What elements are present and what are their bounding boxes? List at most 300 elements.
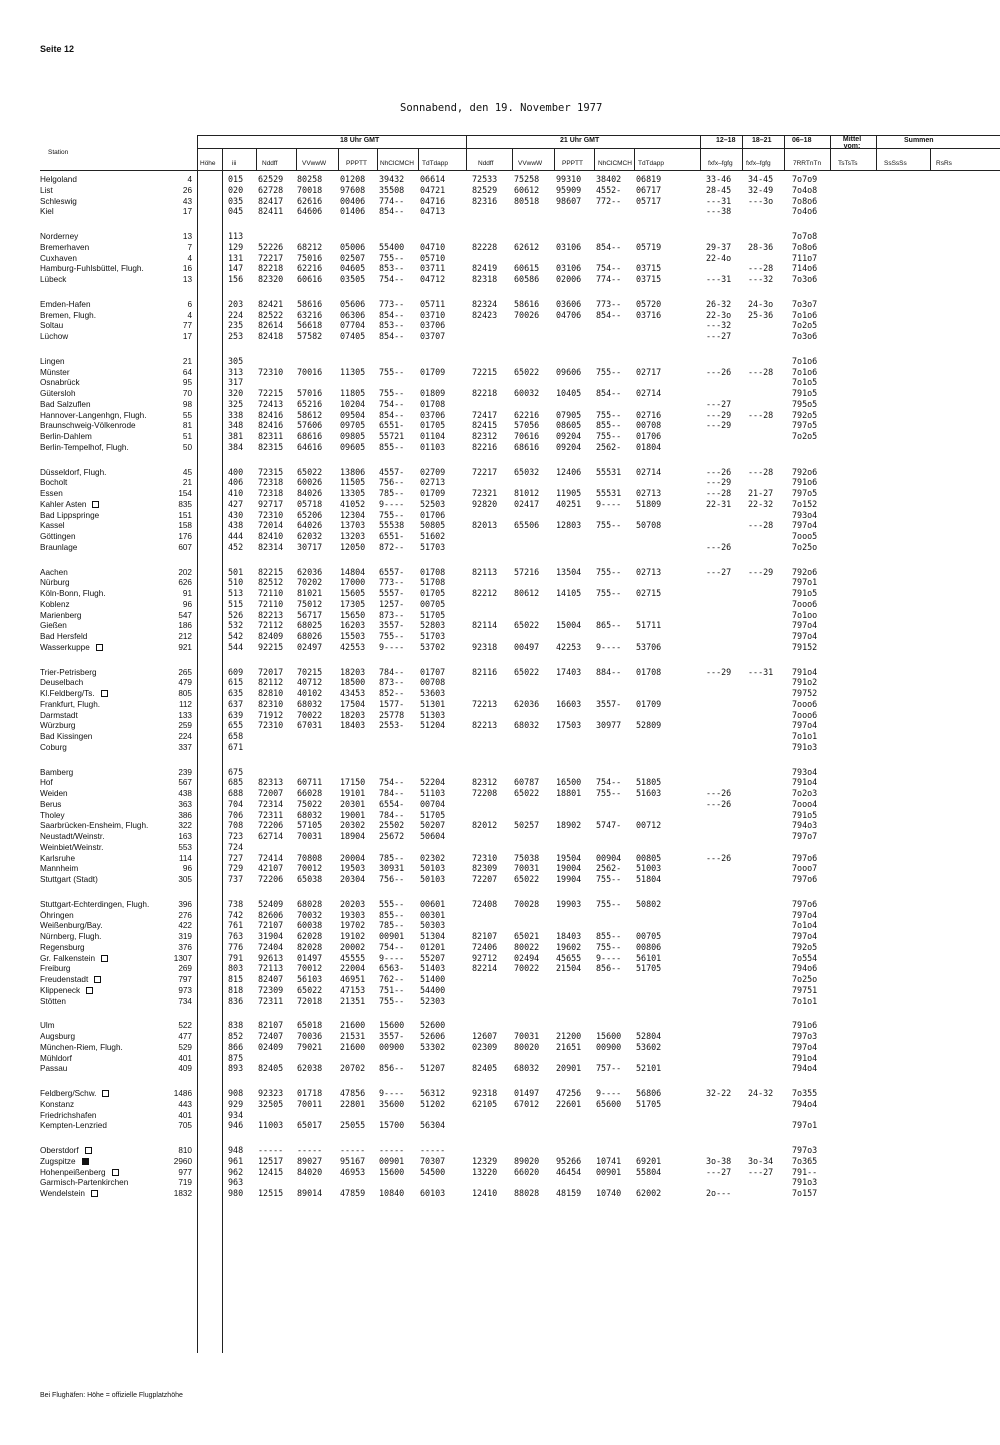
cell-a4: 855-- <box>379 909 405 920</box>
cell-a1: 42107 <box>258 863 284 874</box>
cell-b1: 12410 <box>472 1188 498 1198</box>
cell-a2: 62036 <box>297 566 323 577</box>
cell-b3: 03106 <box>556 263 582 274</box>
station-label: Wendelstein <box>40 1189 85 1198</box>
footnote: Bei Flughäfen: Höhe = offizielle Flugplatzhöhe <box>40 1392 183 1399</box>
cell-a4: 785-- <box>379 852 405 863</box>
cell-a3: 17504 <box>340 698 366 709</box>
cell-b5: 02714 <box>636 388 662 398</box>
cell-iii: 235 <box>228 320 244 331</box>
station-label: Kiel <box>40 207 54 217</box>
cell-b1: 02309 <box>472 1041 498 1052</box>
cell-a1: 82410 <box>258 531 284 541</box>
station-label: Aachen <box>40 567 68 577</box>
station-height: 98 <box>182 399 192 409</box>
cell-a4: 755-- <box>379 509 405 520</box>
cell-a2: 70018 <box>297 184 323 195</box>
cell-a1: 72310 <box>258 366 284 377</box>
cell-a1: 72007 <box>258 788 284 798</box>
station-height: 112 <box>178 699 192 709</box>
cell-b2: 57216 <box>514 566 540 577</box>
cell-a2: 70012 <box>297 863 323 874</box>
cell-a4: 555-- <box>379 898 405 909</box>
station-height: 154 <box>178 489 192 498</box>
cell-m: 7o554 <box>792 952 818 963</box>
cell-a4: 15600 <box>379 1166 405 1177</box>
cell-b5: 51805 <box>636 777 662 788</box>
cell-a5: 52503 <box>420 498 446 509</box>
cell-b2: 01497 <box>514 1088 540 1098</box>
cell-a2: 70011 <box>297 1098 323 1109</box>
cell-b1: 72215 <box>472 366 498 377</box>
cell-b4: 9---- <box>596 498 622 509</box>
cell-p1: ---26 <box>706 852 732 863</box>
cell-m: 794o4 <box>792 1098 818 1109</box>
cell-a3: 21600 <box>340 1020 366 1031</box>
cell-m: 791o4 <box>792 1052 818 1063</box>
cell-b1: 72408 <box>472 898 498 909</box>
cell-a3: 21600 <box>340 1041 366 1052</box>
station-height: 401 <box>178 1053 192 1063</box>
cell-a5: 54500 <box>420 1166 446 1177</box>
cell-b2: 62216 <box>514 409 540 420</box>
cell-a3: 97608 <box>340 184 366 195</box>
header-nddff-18: Nddff <box>262 160 278 167</box>
station-height: 239 <box>178 767 192 777</box>
cell-a2: 64616 <box>297 441 323 452</box>
cell-b2: 65022 <box>514 620 540 631</box>
cell-a5: 56312 <box>420 1088 446 1098</box>
cell-a5: 50303 <box>420 920 446 931</box>
cell-b3: 98607 <box>556 195 582 206</box>
cell-iii: 929 <box>228 1098 244 1109</box>
cell-a3: 25055 <box>340 1120 366 1131</box>
station-height: 322 <box>178 821 192 831</box>
cell-a1: 72311 <box>258 995 284 1006</box>
cell-a4: 6551- <box>379 531 405 541</box>
cell-b2: 60615 <box>514 263 540 274</box>
cell-iii: 253 <box>228 331 244 341</box>
cell-iii: 156 <box>228 274 244 284</box>
station-height: 17 <box>182 207 192 217</box>
station-label: Nürburg <box>40 578 70 588</box>
cell-b2: 60612 <box>514 184 540 195</box>
cell-iii: 818 <box>228 984 244 995</box>
cell-a4: 9---- <box>379 498 405 509</box>
cell-b3: 40251 <box>556 498 582 509</box>
station-height: 4 <box>187 175 192 184</box>
cell-b3: 19504 <box>556 852 582 863</box>
cell-b4: 9---- <box>596 952 622 963</box>
cell-a4: 854-- <box>379 206 405 217</box>
station-label: Frankfurt, Flugh. <box>40 699 101 709</box>
header-period-06-18: 06–18 <box>792 137 812 144</box>
station-height: 438 <box>178 789 192 798</box>
cell-iii: 406 <box>228 477 244 488</box>
station-label: Garmisch-Partenkirchen <box>40 1178 129 1188</box>
cell-a5: 51708 <box>420 577 446 588</box>
station-label: Freiburg <box>40 964 71 974</box>
cell-b1: 13220 <box>472 1166 498 1177</box>
cell-b5: 02714 <box>636 466 662 477</box>
cell-p2: ---31 <box>748 666 774 677</box>
cell-a1: 82314 <box>258 541 284 552</box>
cell-p2: 34-45 <box>748 174 774 184</box>
cell-a4: 784-- <box>379 666 405 677</box>
cell-b4: 755-- <box>596 366 622 377</box>
cell-b4: 774-- <box>596 274 622 284</box>
cell-b3: 12803 <box>556 520 582 531</box>
cell-b2: 62612 <box>514 241 540 252</box>
cell-b4: 865-- <box>596 620 622 631</box>
cell-b4: 38402 <box>596 174 622 184</box>
cell-a1: 72315 <box>258 466 284 477</box>
cell-b3: 11905 <box>556 488 582 498</box>
cell-a2: ----- <box>297 1145 323 1155</box>
cell-a2: 57606 <box>297 420 323 431</box>
cell-a5: 51303 <box>420 709 446 720</box>
cell-a5: 51301 <box>420 698 446 709</box>
cell-a1: 92323 <box>258 1088 284 1098</box>
cell-b4: 755-- <box>596 566 622 577</box>
cell-iii: 410 <box>228 488 244 498</box>
station-height: 921 <box>178 642 192 652</box>
cell-b5: 01708 <box>636 666 662 677</box>
cell-a4: 9---- <box>379 952 405 963</box>
cell-a3: 17305 <box>340 598 366 609</box>
cell-b5: 56101 <box>636 952 662 963</box>
cell-b4: 755-- <box>596 431 622 441</box>
cell-m: 792o6 <box>792 466 818 477</box>
station-label: Helgoland <box>40 175 77 184</box>
cell-a4: 3557- <box>379 620 405 631</box>
cell-a5: 51204 <box>420 720 446 731</box>
station-height: 21 <box>182 478 192 488</box>
cell-a5: 01708 <box>420 566 446 577</box>
station-height: 319 <box>178 932 192 941</box>
cell-a2: 89014 <box>297 1188 323 1198</box>
cell-b3: 18902 <box>556 820 582 831</box>
cell-a1: 72112 <box>258 620 284 631</box>
cell-b3: 48159 <box>556 1188 582 1198</box>
cell-b3: 17503 <box>556 720 582 731</box>
cell-b3: 20901 <box>556 1063 582 1074</box>
cell-b5: 01804 <box>636 441 662 452</box>
cell-a4: 755-- <box>379 388 405 398</box>
cell-a4: 756-- <box>379 874 405 884</box>
cell-b1: 72207 <box>472 874 498 884</box>
cell-m: 7o1o1 <box>792 995 818 1006</box>
cell-a5: 51400 <box>420 974 446 984</box>
cell-iii: 325 <box>228 398 244 409</box>
cell-a1: 52226 <box>258 241 284 252</box>
cell-b3: 42253 <box>556 641 582 652</box>
cell-a3: 20203 <box>340 898 366 909</box>
cell-iii: 348 <box>228 420 244 431</box>
cell-a2: 68032 <box>297 809 323 820</box>
cell-iii: 317 <box>228 377 244 388</box>
cell-b4: 755-- <box>596 409 622 420</box>
cell-iii: 685 <box>228 777 244 788</box>
cell-p1: 22-3o <box>706 309 732 320</box>
station-height: 13 <box>182 275 192 284</box>
cell-iii: 438 <box>228 520 244 531</box>
cell-iii: 381 <box>228 431 244 441</box>
cell-m: 7ooo5 <box>792 531 818 541</box>
cell-a3: 16203 <box>340 620 366 631</box>
cell-a5: 52600 <box>420 1020 446 1031</box>
cell-a4: 872-- <box>379 541 405 552</box>
station-height: 810 <box>178 1146 192 1155</box>
cell-b4: 00904 <box>596 852 622 863</box>
station-label: List <box>40 185 53 195</box>
cell-a4: 1257- <box>379 598 405 609</box>
cell-m: 7o1o1 <box>792 731 818 741</box>
cell-iii: 776 <box>228 941 244 952</box>
cell-iii: 724 <box>228 841 244 852</box>
header-clouds-18: NhClCMCH <box>380 160 414 167</box>
cell-a2: 75012 <box>297 598 323 609</box>
cell-b1: 82419 <box>472 263 498 274</box>
cell-b3: 09204 <box>556 441 582 452</box>
cell-a1: 82320 <box>258 274 284 284</box>
cell-b4: 9---- <box>596 1088 622 1098</box>
cell-a2: 72018 <box>297 995 323 1006</box>
cell-m: 7ooo4 <box>792 798 818 809</box>
cell-a4: 55538 <box>379 520 405 531</box>
cell-b5: 50802 <box>636 898 662 909</box>
cell-a4: 15700 <box>379 1120 405 1131</box>
cell-b5: 00708 <box>636 420 662 431</box>
station-label: Bamberg <box>40 767 74 777</box>
cell-a2: 05718 <box>297 498 323 509</box>
cell-a2: 70012 <box>297 963 323 974</box>
cell-iii: 675 <box>228 766 244 777</box>
station-label: Essen <box>40 489 63 498</box>
cell-iii: 452 <box>228 541 244 552</box>
cell-a1: 72314 <box>258 798 284 809</box>
cell-a3: 05606 <box>340 298 366 309</box>
cell-a4: 4557- <box>379 466 405 477</box>
station-height: 1307 <box>173 953 192 963</box>
cell-m: 794o6 <box>792 963 818 974</box>
cell-a5: 50103 <box>420 863 446 874</box>
station-label: Augsburg <box>40 1032 76 1041</box>
station-height: 422 <box>178 921 192 931</box>
station-height: 1486 <box>173 1089 192 1098</box>
cell-b2: 62036 <box>514 698 540 709</box>
cell-a2: 64026 <box>297 520 323 531</box>
cell-m: 79152 <box>792 641 818 652</box>
cell-a1: 82810 <box>258 688 284 698</box>
cell-b2: 70031 <box>514 863 540 874</box>
station-height: 16 <box>182 264 192 274</box>
cell-iii: 963 <box>228 1177 244 1188</box>
cell-a3: 22004 <box>340 963 366 974</box>
cell-b4: 754-- <box>596 263 622 274</box>
cell-a3: 18203 <box>340 666 366 677</box>
cell-a3: 09805 <box>340 431 366 441</box>
cell-m: 795o5 <box>792 398 818 409</box>
cell-m: 791o5 <box>792 588 818 598</box>
station-label: Lübeck <box>40 275 67 284</box>
station-height: 305 <box>178 875 192 884</box>
header-nddff-21: Nddff <box>478 160 494 167</box>
cell-a1: 12515 <box>258 1188 284 1198</box>
station-label: Bad Kissingen <box>40 732 93 741</box>
cell-p1: ---29 <box>706 666 732 677</box>
cell-m: 79752 <box>792 688 818 698</box>
cell-m: 797o4 <box>792 909 818 920</box>
cell-b1: 72417 <box>472 409 498 420</box>
cell-a4: 873-- <box>379 677 405 688</box>
header-21-uhr: 21 Uhr GMT <box>560 137 600 144</box>
cell-m: 797o4 <box>792 631 818 641</box>
cell-iii: 147 <box>228 263 244 274</box>
cell-a2: 70808 <box>297 852 323 863</box>
cell-a1: 31904 <box>258 931 284 941</box>
cell-iii: 045 <box>228 206 244 217</box>
cell-a5: 00301 <box>420 909 446 920</box>
station-label: Soltau <box>40 321 64 331</box>
cell-iii: 723 <box>228 831 244 841</box>
cell-m: 7o1o5 <box>792 377 818 388</box>
cell-a5: 51703 <box>420 541 446 552</box>
cell-a5: 04716 <box>420 195 446 206</box>
cell-b2: 75038 <box>514 852 540 863</box>
cell-b4: 2562- <box>596 863 622 874</box>
cell-m: 793o4 <box>792 766 818 777</box>
cell-a2: 02497 <box>297 641 323 652</box>
cell-a1: 82409 <box>258 631 284 641</box>
cell-b1: 82309 <box>472 863 498 874</box>
cell-iii: 893 <box>228 1063 244 1074</box>
cell-a2: 67031 <box>297 720 323 731</box>
cell-a5: 51703 <box>420 631 446 641</box>
cell-a5: 04710 <box>420 241 446 252</box>
cell-a1: 32505 <box>258 1098 284 1109</box>
cell-p1: 32-22 <box>706 1088 732 1098</box>
cell-b4: 755-- <box>596 520 622 531</box>
cell-iii: 836 <box>228 995 244 1006</box>
cell-p1: 22-4o <box>706 252 732 263</box>
cell-b4: 757-- <box>596 1063 622 1074</box>
station-height: 176 <box>178 532 192 541</box>
cell-a5: 01708 <box>420 398 446 409</box>
cell-a3: 20304 <box>340 874 366 884</box>
cell-p1: ---27 <box>706 566 732 577</box>
cell-a1: 82512 <box>258 577 284 588</box>
cell-p2: 25-36 <box>748 309 774 320</box>
cell-b5: 02716 <box>636 409 662 420</box>
header-iii: iii <box>232 160 237 167</box>
station-label: Berlin-Tempelhof, Flugh. <box>40 442 129 452</box>
station-label: Cuxhaven <box>40 253 77 263</box>
cell-a5: 01201 <box>420 941 446 952</box>
cell-b4: 3557- <box>596 698 622 709</box>
cell-a5: 53603 <box>420 688 446 698</box>
cell-b4: 855-- <box>596 420 622 431</box>
cell-a2: 60038 <box>297 920 323 931</box>
cell-a2: 89027 <box>297 1155 323 1166</box>
cell-m: 7o2o3 <box>792 788 818 798</box>
station-label: Passau <box>40 1064 68 1074</box>
cell-b5: 51705 <box>636 963 662 974</box>
cell-p2: ---28 <box>748 409 774 420</box>
cell-b4: 65600 <box>596 1098 622 1109</box>
station-label: Norderney <box>40 232 79 241</box>
cell-a2: 01718 <box>297 1088 323 1098</box>
cell-b3: 46454 <box>556 1166 582 1177</box>
cell-b1: 72310 <box>472 852 498 863</box>
cell-m: 797o4 <box>792 1041 818 1052</box>
cell-a3: 19101 <box>340 788 366 798</box>
station-height: 363 <box>178 799 192 809</box>
cell-m: 7o3o7 <box>792 298 818 309</box>
header-vvwww-18: VVwwW <box>302 160 327 167</box>
cell-a5: 01709 <box>420 488 446 498</box>
cell-a5: 52606 <box>420 1031 446 1041</box>
cell-b2: 80612 <box>514 588 540 598</box>
cell-a5: 01705 <box>420 420 446 431</box>
cell-iii: 113 <box>228 231 244 241</box>
station-height: 547 <box>178 610 192 620</box>
cell-a3: 09705 <box>340 420 366 431</box>
cell-iii: 671 <box>228 741 244 752</box>
cell-a3: 13305 <box>340 488 366 498</box>
station-label: Stuttgart-Echterdingen, Flugh. <box>40 899 150 909</box>
cell-b3: 19004 <box>556 863 582 874</box>
cell-a4: 755-- <box>379 995 405 1006</box>
cell-a1: 82107 <box>258 1020 284 1031</box>
station-label: Neustadt/Weinstr. <box>40 832 105 841</box>
cell-m: 7o25o <box>792 974 818 984</box>
cell-a1: 82407 <box>258 974 284 984</box>
cell-m: 791o3 <box>792 741 818 752</box>
cell-b2: 60032 <box>514 388 540 398</box>
cell-a4: 35508 <box>379 184 405 195</box>
station-label: Öhringen <box>40 910 74 920</box>
cell-a1: 72113 <box>258 963 284 974</box>
cell-a4: 762-- <box>379 974 405 984</box>
cell-iii: 706 <box>228 809 244 820</box>
cell-a1: 72110 <box>258 588 284 598</box>
cell-b1: 72213 <box>472 698 498 709</box>
cell-a3: 18203 <box>340 709 366 720</box>
cell-a1: 82417 <box>258 195 284 206</box>
cell-iii: 320 <box>228 388 244 398</box>
cell-iii: 501 <box>228 566 244 577</box>
cell-b5: 06819 <box>636 174 662 184</box>
cell-a2: 70036 <box>297 1031 323 1041</box>
cell-b1: 92820 <box>472 498 498 509</box>
cell-m: 797o4 <box>792 931 818 941</box>
header-18-uhr: 18 Uhr GMT <box>340 137 380 144</box>
cell-a5: 60103 <box>420 1188 446 1198</box>
cell-a2: 65022 <box>297 466 323 477</box>
station-label: Kahler Asten <box>40 499 87 509</box>
cell-p1: ---29 <box>706 477 732 488</box>
cell-a1: 82418 <box>258 331 284 341</box>
station-height: 401 <box>178 1110 192 1120</box>
cell-a3: 42553 <box>340 641 366 652</box>
cell-a3: 15650 <box>340 609 366 620</box>
cell-b1: 82218 <box>472 388 498 398</box>
cell-a4: ----- <box>379 1145 405 1155</box>
cell-m: 797o5 <box>792 420 818 431</box>
cell-b1: 82216 <box>472 441 498 452</box>
cell-b3: 19904 <box>556 874 582 884</box>
